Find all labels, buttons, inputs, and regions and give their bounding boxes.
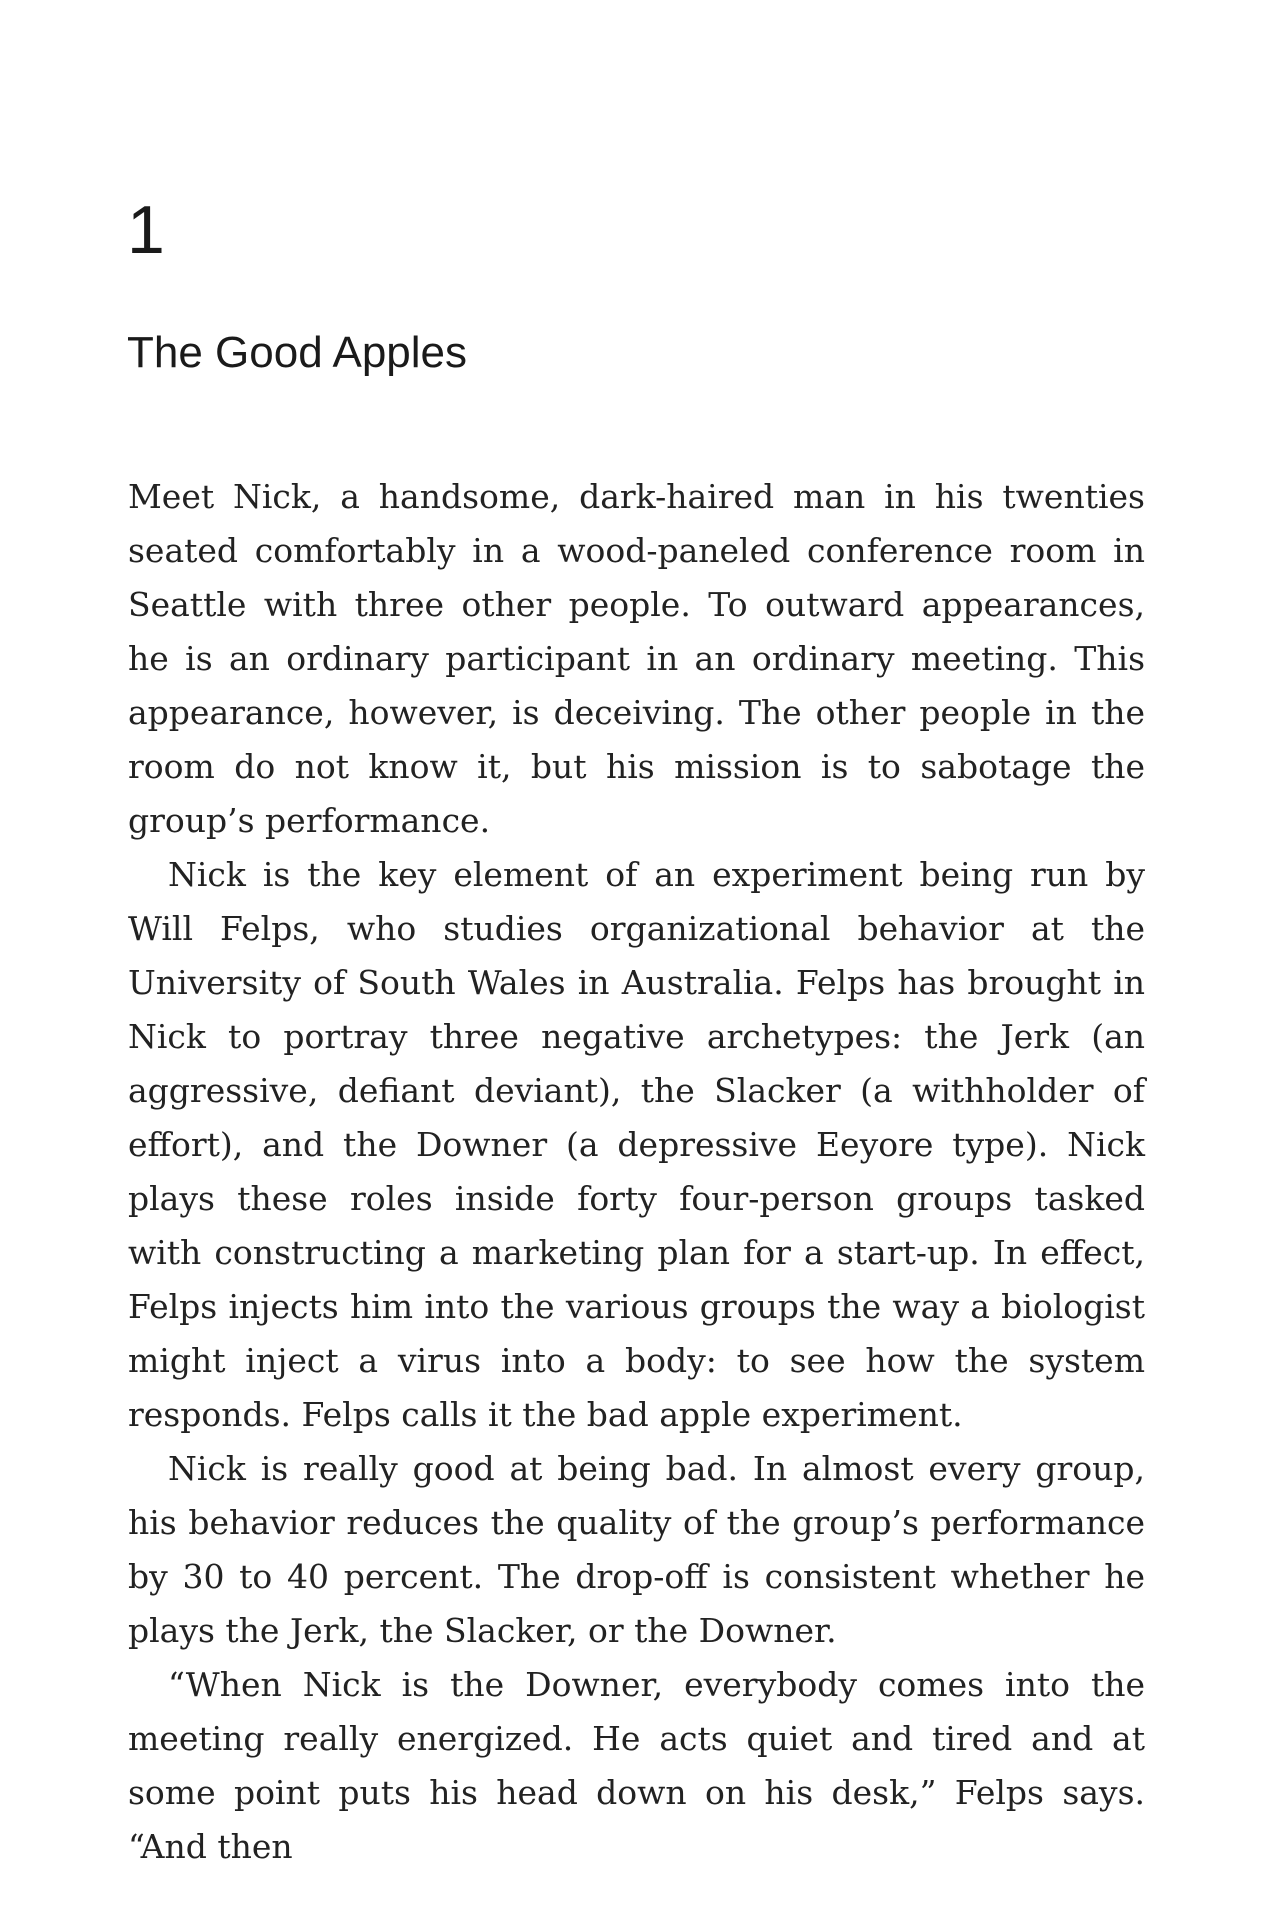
chapter-number: 1 [127, 192, 165, 268]
chapter-body [128, 470, 1145, 1874]
chapter-title: The Good Apples [127, 328, 468, 377]
paragraph: “When Nick is the Downer, everybody comes into the meeting really energized. He acts quiet and tired and at some point puts his head down on his desk,” Felps says. “And then [128, 1665, 1145, 1866]
paragraph: Nick is really good at being bad. In almost every group, his behavior reduces the quality of the group’s performance by 30 to 40 percent. The drop-off is consistent whether he plays the Jerk, the Slacker, or the Downer. [128, 1449, 1145, 1650]
paragraph: Meet Nick, a handsome, dark-haired man in his twenties seated comfortably in a wood-paneled conference room in Seattle with three other people. To outward appearances, he is an ordinary participant in an ordinary meeting. This appearance, however, is deceiving. The other people in the room do not know it, but his mission is to sabotage the group’s performance. [128, 477, 1145, 840]
paragraph: Nick is the key element of an experiment being run by Will Felps, who studies organizational behavior at the University of South Wales in Australia. Felps has brought in Nick to portray three negative archetypes: the Jerk (an aggressive, defiant deviant), the Slacker (a withholder of effort), and the Downer (a depressive Eeyore type). Nick plays these roles inside forty four-person groups tasked with constructing a marketing plan for a start-up. In effect, Felps injects him into the various groups the way a biologist might inject a virus into a body: to see how the system responds. Felps calls it the bad apple experiment. [128, 855, 1145, 1434]
